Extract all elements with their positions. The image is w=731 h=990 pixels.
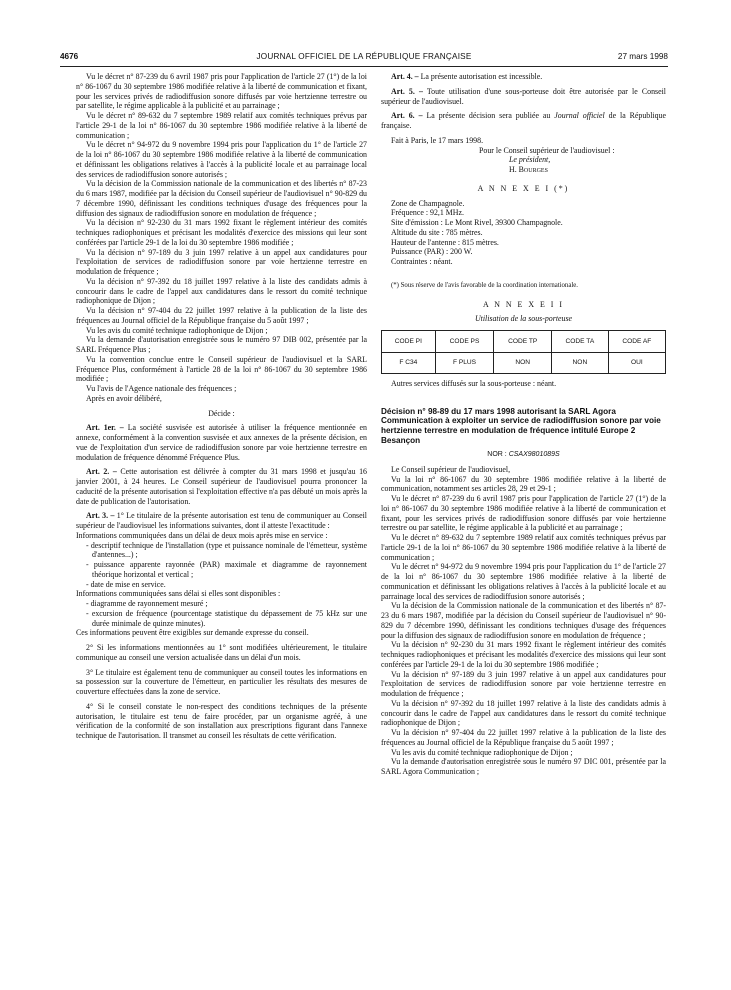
annex-line: Contraintes : néant. — [391, 257, 453, 266]
visa: Vu la décision de la Commission nationale de la communication et des libertés n° 87-23 du 6 mars 1987, modifiée par la décision du Conseil supérieur de l'audiovisuel n° 90-829 du 7 décembre 1990, définissant les conditions techniques d'usage des fréquences pour la diffusion des signaux de radiodiffusion sonore en modulation de fréquence ; — [381, 601, 666, 640]
table-cell: OUI — [608, 353, 665, 374]
page-header — [60, 52, 668, 66]
article-5 — [381, 87, 666, 107]
article-1-label: Art. 1er. – — [86, 423, 124, 433]
paragraph: 4° Si le conseil constate le non-respect des conditions techniques de la présente autorisation, le titulaire est tenu de faire procéder, par un organisme agréé, à une vérification de la conformité de son installation aux prescriptions figurant dans l'annexe technique de l'autorisation. Il transmet au conseil les résultats de cette vérification. — [76, 701, 367, 740]
table-cell: NON — [552, 353, 609, 374]
article-6-text-end: de la République française. — [381, 111, 666, 130]
annex-1-title: A N N E X E I (*) — [477, 183, 570, 193]
annex-line: Altitude du site : 785 mètres. — [391, 227, 483, 237]
visa: Vu la demande d'autorisation enregistrée sous le numéro 97 DIC 001, présentée par la SARL Agora Communication ; — [381, 757, 666, 777]
article-3 — [76, 511, 367, 531]
decision-title: Décision n° 98-89 du 17 mars 1998 autorisant la SARL Agora Communication à exploiter un service de radiodiffusion sonore par voie hertzienne terrestre en modulation de fréquence intitulé Europe 2 Besançon — [381, 406, 661, 445]
visa: Vu la décision n° 97-392 du 18 juillet 1997 relative à la liste des candidats admis à concourir dans le cadre de l'appel aux candidatures dans le ressort du comité technique radiophonique de Dijon ; — [76, 276, 367, 306]
article-6-journal: Journal officiel — [554, 111, 605, 121]
left-column — [76, 72, 367, 741]
table-cell: F PLUS — [435, 353, 494, 374]
subcarrier-table — [381, 330, 666, 374]
visa: Vu la demande d'autorisation enregistrée sous le numéro 97 DIB 002, présentée par la SARL Fréquence Plus ; — [76, 335, 367, 354]
article-2 — [76, 467, 367, 506]
info-paragraph: Informations communiquées sans délai si elles sont disponibles : — [76, 589, 281, 599]
list-item: - descriptif technique de l'installation (type et puissance nominale de l'émetteur, système d'antennes...) ; — [86, 540, 367, 560]
article-3-label: Art. 3. – — [86, 511, 115, 521]
article-6-label: Art. 6. – — [391, 111, 423, 121]
article-1 — [76, 423, 367, 462]
visa: Après en avoir délibéré, — [86, 393, 162, 403]
article-2-label: Art. 2. – — [86, 467, 117, 477]
annex-line: Site d'émission : Le Mont Rivel, 39300 Champagnole. — [391, 218, 563, 227]
visa: Vu le décret n° 87-239 du 6 avril 1987 pris pour l'application de l'article 27 (1°) de la loi n° 86-1067 du 30 septembre 1986 modifiée relative à la liberté de communication et fixant, pour les services privés de radiodiffusion sonore diffusés par voie hertzienne terrestre ou par satellite, le régime applicable à la publicité et au parrainage ; — [381, 494, 666, 533]
visa: Vu la décision n° 97-404 du 22 juillet 1997 relative à la publication de la liste des fréquences au Journal officiel de la République française du 5 août 1997 ; — [381, 728, 666, 747]
article-6-text: La présente décision sera publiée au — [426, 111, 551, 121]
footnote: (*) Sous réserve de l'avis favorable de la coordination internationale. — [391, 281, 578, 289]
table-cell: F C34 — [382, 353, 436, 374]
visa: Vu les avis du comité technique radiophonique de Dijon ; — [391, 747, 573, 757]
table-header: CODE TP — [494, 331, 552, 353]
annex-line: Fréquence : 92,1 MHz. — [391, 208, 464, 218]
visa: Vu la décision n° 97-189 du 3 juin 1997 relative à un appel aux candidatures pour l'exploitation de services de radiodiffusion sonore par voie hertzienne terrestre en modulation de fréquence ; — [381, 669, 666, 699]
visa: Vu la décision n° 97-392 du 18 juillet 1997 relative à la liste des candidats admis à concourir dans le cadre de l'appel aux candidatures dans le ressort du comité technique radiophonique de Dijon ; — [381, 698, 666, 728]
article-5-label: Art. 5. – — [391, 86, 423, 96]
visa: Vu la convention conclue entre le Conseil supérieur de l'audiovisuel et la SARL Fréquence Plus, conformément à l'article 28 de la loi n° 86-1067 du 30 septembre 1986 modifiée ; — [76, 354, 367, 384]
annex-line: Puissance (PAR) : 200 W. — [391, 247, 473, 257]
visa: Vu la décision n° 97-189 du 3 juin 1997 relative à un appel aux candidatures pour l'exploitation de services de radiodiffusion sonore par voie hertzienne terrestre en modulation de fréquence ; — [76, 247, 367, 276]
nor-code: CSAX9801089S — [508, 451, 560, 459]
table-header: CODE TA — [552, 331, 609, 353]
article-5-text: Toute utilisation d'une sous-porteuse doit être autorisée par le Conseil supérieur de l'audiovisuel. — [381, 86, 666, 106]
visa: Vu les avis du comité technique radiophonique de Dijon ; — [86, 325, 268, 335]
decide-heading: Décide : — [208, 408, 235, 418]
paragraph: 3° Le titulaire est également tenu de communiquer au conseil toutes les informations en sa possession sur la couverture de l'émetteur, en particulier les résultats des mesures de couverture effectuées dans la zone de service. — [76, 667, 367, 696]
article-1-text: La société susvisée est autorisée à utiliser la fréquence mentionnée en annexe, conformément à la convention susvisée et aux annexes de la présente décision, en vue de l'exploitation d'un service de radiodiffusion sonore par voie hertzienne terrestre en modulation de fréquence dénommé Fréquence Plus. — [76, 423, 367, 462]
annex-2-title: A N N E X E I I — [482, 299, 565, 309]
other-services: Autres services diffusés sur la sous-porteuse : néant. — [391, 379, 557, 388]
list-item: - diagramme de rayonnement mesuré ; — [86, 599, 208, 608]
annex-2-subtitle: Utilisation de la sous-porteuse — [474, 314, 573, 324]
visa: Vu le décret n° 89-632 du 7 septembre 1989 relatif aux comités techniques prévus par l'article 29-1 de la loi n° 86-1067 du 30 septembre 1986 modifiée relative à la liberté de communication ; — [381, 533, 666, 562]
info-paragraph: Informations communiquées dans un délai de deux mois après mise en service : — [76, 530, 328, 540]
visa: Vu la décision n° 97-404 du 22 juillet 1997 relative à la publication de la liste des fréquences au Journal officiel de la République française du 5 août 1997 ; — [76, 306, 367, 325]
list-item: - date de mise en service. — [86, 579, 166, 589]
visa: Le Conseil supérieur de l'audiovisuel, — [391, 464, 511, 474]
visa: Vu le décret n° 87-239 du 6 avril 1987 pris pour l'application de l'article 27 (1°) de la loi n° 86-1067 du 30 septembre 1986 modifiée relative à la liberté de communication et fixant, pour les services privés de radiodiffusion sonore diffusés par voie hertzienne terrestre ou par satellite, le régime applicable à la publicité et au parrainage ; — [76, 72, 367, 111]
list-item: - excursion de fréquence (pourcentage statistique du dépassement de 75 kHz sur une durée minimale de quinze minutes). — [86, 608, 367, 628]
paragraph: 2° Si les informations mentionnées au 1° sont modifiées ultérieurement, le titulaire communique au conseil une version actualisée dans un délai d'un mois. — [76, 643, 367, 662]
visa: Vu le décret n° 89-632 du 7 septembre 1989 relatif aux comités techniques prévus par l'article 29-1 de la loi n° 86-1067 du 30 septembre 1986 modifiée relative à la liberté de communication ; — [76, 111, 367, 140]
fait-line: Fait à Paris, le 17 mars 1998. — [391, 135, 484, 145]
visa: Vu l'avis de l'Agence nationale des fréquences ; — [86, 384, 237, 393]
table-header: CODE PI — [382, 331, 436, 353]
right-column — [381, 72, 666, 777]
signature-line: Pour le Conseil supérieur de l'audiovisuel : — [479, 145, 615, 155]
article-2-text: Cette autorisation est délivrée à compter du 31 mars 1998 et jusqu'au 16 janvier 2001, à 24 heures. Le Conseil supérieur de l'audiovisuel pourra prononcer la caducité de la présente autorisation si l'exploitation effective n'a pas débuté un mois après la date de publication de l'autorisation. — [76, 467, 367, 506]
page-number: 4676 — [60, 52, 79, 61]
article-4-label: Art. 4. – — [391, 72, 419, 81]
table-header: CODE PS — [435, 331, 494, 353]
table-cell: NON — [494, 353, 552, 374]
annex-line: Zone de Champagnole. — [391, 198, 465, 208]
info-paragraph: Ces informations peuvent être exigibles sur demande expresse du conseil. — [76, 628, 309, 638]
visa: Vu la loi n° 86-1067 du 30 septembre 1986 modifiée relative à la liberté de communication, notamment ses articles 28, 29 et 29-1 ; — [381, 474, 666, 494]
visa: Vu la décision de la Commission nationale de la communication et des libertés n° 87-23 du 6 mars 1987, modifiée par la décision du Conseil supérieur de l'audiovisuel n° 90-829 du 7 décembre 1990, définissant les conditions techniques d'usage des fréquences pour la diffusion des signaux de radiodiffusion sonore en modulation de fréquence ; — [76, 179, 367, 218]
journal-title: JOURNAL OFFICIEL DE LA RÉPUBLIQUE FRANÇAISE — [256, 52, 472, 61]
signature-title: Le président, — [509, 155, 551, 165]
article-4 — [381, 72, 666, 82]
annex-line: Hauteur de l'antenne : 815 mètres. — [391, 237, 499, 247]
visa: Vu la décision n° 92-230 du 31 mars 1992 fixant le règlement intérieur des comités techniques radiophoniques et précisant les modalités d'exercice des missions qui leur sont conférées par l'article 29-1 de la loi du 30 septembre 1986 modifiée ; — [381, 640, 666, 669]
visa: Vu la décision n° 92-230 du 31 mars 1992 fixant le règlement intérieur des comités techniques radiophoniques et précisant les modalités d'exercice des missions qui leur sont conférées par l'article 29-1 de la loi du 30 septembre 1986 modifiée ; — [76, 218, 367, 247]
article-3-text: 1° Le titulaire de la présente autorisation est tenu de communiquer au Conseil supérieur de l'audiovisuel les informations suivantes, dont il atteste l'exactitude : — [76, 511, 367, 530]
nor-label: NOR : — [487, 451, 507, 459]
list-item: - puissance apparente rayonnée (PAR) maximale et diagramme de rayonnement théorique horizontal et vertical ; — [86, 560, 367, 579]
article-4-text: La présente autorisation est incessible. — [420, 72, 543, 81]
visa: Vu le décret n° 94-972 du 9 novembre 1994 pris pour l'application du 1° de l'article 27 de la loi n° 86-1067 du 30 septembre 1986 modifiée relative à la liberté de communication et définissant les obligations relatives à l'accès à la publicité locale et au parrainage local des services de radiodiffusion sonore autorisés ; — [381, 562, 666, 601]
article-6 — [381, 111, 666, 131]
header-rule — [60, 66, 668, 67]
nor-reference — [381, 450, 666, 460]
visa: Vu le décret n° 94-972 du 9 novembre 1994 pris pour l'application du 1° de l'article 27 de la loi n° 86-1067 du 30 septembre 1986 modifiée relative à la liberté de communication et définissant les obligations relatives à l'accès à la publicité locale et au parrainage local des services de radiodiffusion sonore autorisés ; — [76, 140, 367, 179]
issue-date: 27 mars 1998 — [617, 52, 668, 61]
table-header: CODE AF — [608, 331, 665, 353]
signature-name: H. Bourges — [509, 165, 548, 174]
